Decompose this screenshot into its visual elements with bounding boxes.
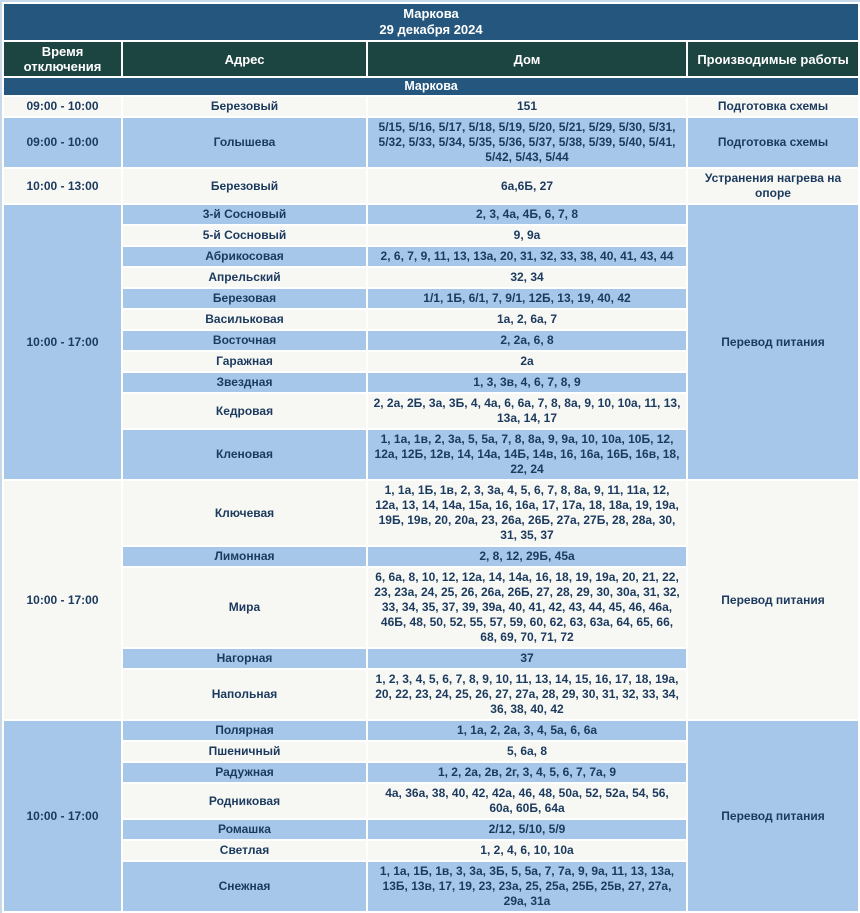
address-cell: Звездная xyxy=(122,372,367,393)
works-cell: Подготовка схемы xyxy=(687,96,859,117)
address-cell: Полярная xyxy=(122,720,367,741)
houses-cell: 6а,6Б, 27 xyxy=(367,168,687,204)
column-header-time: Время отключения xyxy=(3,41,122,77)
houses-cell: 1а, 2, 6а, 7 xyxy=(367,309,687,330)
time-cell: 10:00 - 17:00 xyxy=(3,204,122,480)
time-cell: 09:00 - 10:00 xyxy=(3,96,122,117)
houses-cell: 1, 1а, 1Б, 1в, 3, 3а, 3Б, 5, 5а, 7, 7а, 9, 9а, 11, 13, 13а, 13Б, 13в, 17, 19, 23, 23а, 25, 25а, 25Б, 25в, 27, 27а, 29а, 31а xyxy=(367,861,687,912)
address-cell: Кленовая xyxy=(122,429,367,480)
column-header-row xyxy=(3,41,859,77)
houses-cell: 1, 3, 3в, 4, 6, 7, 8, 9 xyxy=(367,372,687,393)
table-row xyxy=(3,480,859,546)
column-header-address: Адрес xyxy=(122,41,367,77)
address-cell: Светлая xyxy=(122,840,367,861)
column-header-house: Дом xyxy=(367,41,687,77)
houses-cell: 5, 6а, 8 xyxy=(367,741,687,762)
section-label: Маркова xyxy=(3,77,859,96)
address-cell: Напольная xyxy=(122,669,367,720)
houses-cell: 1, 2, 2а, 2в, 2г, 3, 4, 5, 6, 7, 7а, 9 xyxy=(367,762,687,783)
schedule-body xyxy=(3,96,859,912)
works-cell: Перевод питания xyxy=(687,720,859,912)
address-cell: Березовая xyxy=(122,288,367,309)
address-cell: Апрельский xyxy=(122,267,367,288)
time-cell: 09:00 - 10:00 xyxy=(3,117,122,168)
houses-cell: 2, 6, 7, 9, 11, 13, 13а, 20, 31, 32, 33, 38, 40, 41, 43, 44 xyxy=(367,246,687,267)
section-row xyxy=(3,77,859,96)
time-cell: 10:00 - 17:00 xyxy=(3,480,122,720)
address-cell: 5-й Сосновый xyxy=(122,225,367,246)
table-row xyxy=(3,117,859,168)
houses-cell: 9, 9а xyxy=(367,225,687,246)
works-cell: Перевод питания xyxy=(687,204,859,480)
houses-cell: 1, 2, 4, 6, 10, 10а xyxy=(367,840,687,861)
address-cell: Голышева xyxy=(122,117,367,168)
time-cell: 10:00 - 17:00 xyxy=(3,720,122,912)
houses-cell: 2, 2а, 2Б, 3а, 3Б, 4, 4а, 6, 6а, 7, 8, 8а, 9, 10, 10а, 11, 13, 13а, 14, 17 xyxy=(367,393,687,429)
time-cell: 10:00 - 13:00 xyxy=(3,168,122,204)
houses-cell: 5/15, 5/16, 5/17, 5/18, 5/19, 5/20, 5/21, 5/29, 5/30, 5/31, 5/32, 5/33, 5/34, 5/35, 5/36, 5/37, 5/38, 5/39, 5/40, 5/41, 5/42, 5/43, 5/44 xyxy=(367,117,687,168)
houses-cell: 1, 1а, 2, 2а, 3, 4, 5а, 6, 6а xyxy=(367,720,687,741)
address-cell: Радужная xyxy=(122,762,367,783)
table-row xyxy=(3,96,859,117)
houses-cell: 1, 1а, 1Б, 1в, 2, 3, 3а, 4, 5, 6, 7, 8, 8а, 9, 11, 11а, 12, 12а, 13, 14, 14а, 15а, 16, 16а, 17, 17а, 18, 18а, 19, 19а, 19Б, 19в, 20, 20а, 23, 26а, 26Б, 27а, 27Б, 28, 28а, 30, 31, 35, 37 xyxy=(367,480,687,546)
houses-cell: 37 xyxy=(367,648,687,669)
outage-schedule-table xyxy=(2,2,860,913)
houses-cell: 2, 8, 12, 29Б, 45а xyxy=(367,546,687,567)
address-cell: Родниковая xyxy=(122,783,367,819)
address-cell: Восточная xyxy=(122,330,367,351)
address-cell: Гаражная xyxy=(122,351,367,372)
address-cell: Березовый xyxy=(122,168,367,204)
address-cell: Снежная xyxy=(122,861,367,912)
address-cell: Березовый xyxy=(122,96,367,117)
houses-cell: 1, 2, 3, 4, 5, 6, 7, 8, 9, 10, 11, 13, 14, 15, 16, 17, 18, 19а, 20, 22, 23, 24, 25, 26, 27, 27а, 28, 29, 30, 31, 32, 33, 34, 36, 38, 40, 42 xyxy=(367,669,687,720)
table-row xyxy=(3,720,859,741)
address-cell: Васильковая xyxy=(122,309,367,330)
column-header-works: Производимые работы xyxy=(687,41,859,77)
address-cell: Мира xyxy=(122,567,367,648)
title-date: 29 декабря 2024 xyxy=(379,22,483,37)
title-row xyxy=(3,3,859,41)
houses-cell: 2, 3, 4а, 4Б, 6, 7, 8 xyxy=(367,204,687,225)
houses-cell: 2а xyxy=(367,351,687,372)
houses-cell: 1/1, 1Б, 6/1, 7, 9/1, 12Б, 13, 19, 40, 42 xyxy=(367,288,687,309)
houses-cell: 32, 34 xyxy=(367,267,687,288)
houses-cell: 151 xyxy=(367,96,687,117)
title-location: Маркова xyxy=(403,6,459,21)
address-cell: Кедровая xyxy=(122,393,367,429)
address-cell: Абрикосовая xyxy=(122,246,367,267)
works-cell: Устранения нагрева на опоре xyxy=(687,168,859,204)
table-title xyxy=(3,3,859,41)
address-cell: Лимонная xyxy=(122,546,367,567)
address-cell: 3-й Сосновый xyxy=(122,204,367,225)
houses-cell: 1, 1а, 1в, 2, 3а, 5, 5а, 7, 8, 8а, 9, 9а, 10, 10а, 10Б, 12, 12а, 12Б, 12в, 14, 14а, 14Б, 14в, 16, 16а, 16Б, 16в, 18, 22, 24 xyxy=(367,429,687,480)
address-cell: Ключевая xyxy=(122,480,367,546)
works-cell: Подготовка схемы xyxy=(687,117,859,168)
houses-cell: 6, 6а, 8, 10, 12, 12а, 14, 14а, 16, 18, 19, 19а, 20, 21, 22, 23, 23а, 24, 25, 26, 26а, 26Б, 27, 28, 29, 30, 30а, 31, 32, 33, 34, 35, 37, 39, 39а, 40, 41, 42, 43, 44, 45, 46, 46а, 46Б, 48, 50, 52, 55, 57, 59, 60, 62, 63, 63а, 64, 65, 66, 68, 69, 70, 71, 72 xyxy=(367,567,687,648)
table-row xyxy=(3,168,859,204)
houses-cell: 4а, 36а, 38, 40, 42, 42а, 46, 48, 50а, 52, 52а, 54, 56, 60а, 60Б, 64а xyxy=(367,783,687,819)
houses-cell: 2, 2а, 6, 8 xyxy=(367,330,687,351)
houses-cell: 2/12, 5/10, 5/9 xyxy=(367,819,687,840)
address-cell: Ромашка xyxy=(122,819,367,840)
address-cell: Пшеничный xyxy=(122,741,367,762)
works-cell: Перевод питания xyxy=(687,480,859,720)
table-row xyxy=(3,204,859,225)
address-cell: Нагорная xyxy=(122,648,367,669)
